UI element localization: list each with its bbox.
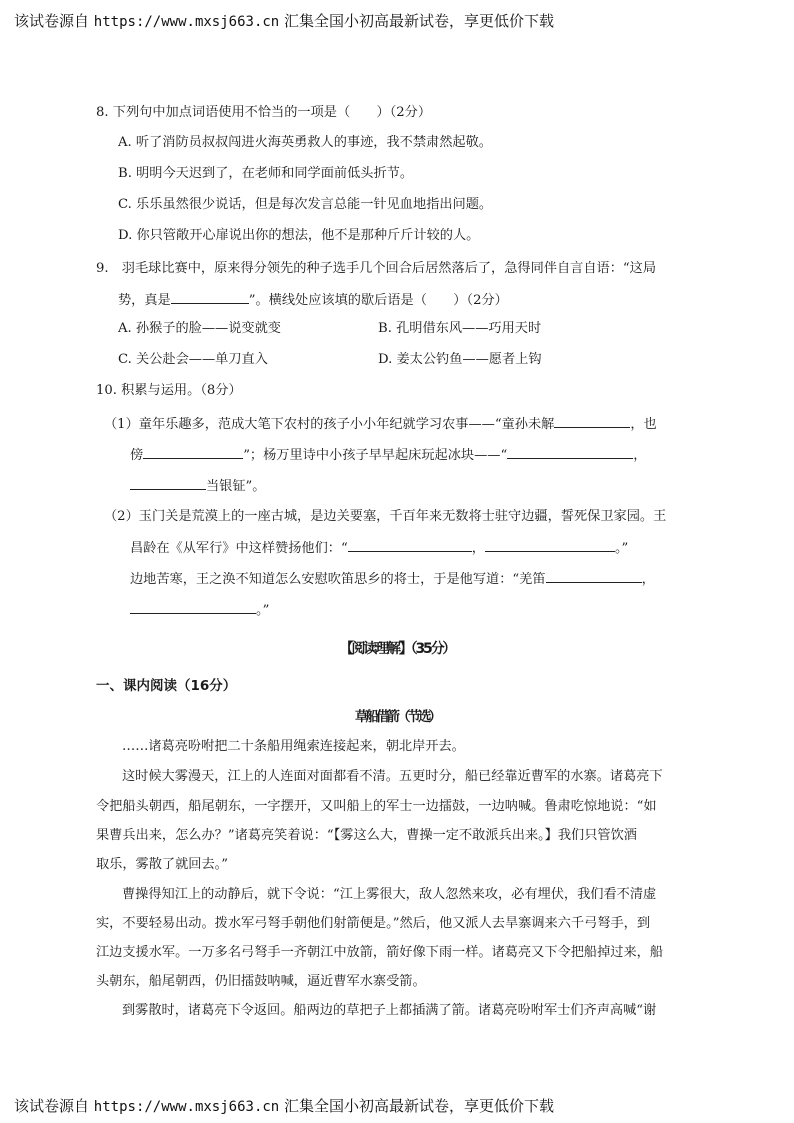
part-heading: 一、课内阅读（16分）	[96, 678, 237, 694]
passage-title: 草船借箭（节选）	[355, 709, 439, 725]
q10-blank-6[interactable]	[485, 538, 615, 552]
q10-part1-line1	[104, 414, 657, 434]
q9-stem-text-b: ”。横线处应该填的歇后语是（ ）（2分）	[248, 293, 508, 308]
passage-line-1: ……诸葛亮吩咐把二十条船用绳索连接起来，朝北岸开去。	[122, 739, 465, 754]
passage-line-10: 到雾散时，诸葛亮下令返回。船两边的草把子上都插满了箭。诸葛亮吩咐军士们齐声高喊“谢	[122, 1003, 657, 1018]
q9-option-a: A. 孙猴子的脸——说变就变	[118, 321, 281, 336]
q10-part1-text-d: ”；杨万里诗中小孩子早早起床玩起冰块——“	[243, 448, 508, 463]
q10-part2-text-c: 。”	[614, 541, 629, 556]
q10-part2-text-b: ，	[471, 541, 485, 556]
passage-line-9: 头朝东，船尾朝西，仍旧擂鼓呐喊，逼近曹军水寨受箭。	[96, 974, 426, 989]
q9-option-c: C. 关公赴会——单刀直入	[118, 352, 268, 367]
section-title: 【阅读理解】（35分）	[339, 641, 455, 657]
q10-part1-text-a: （1）童年乐趣多，范成大笔下农村的孩子小小年纪就学习农事——“童孙未解	[104, 417, 555, 432]
q10-part2-line4	[130, 600, 269, 620]
q10-part1-text-e: ，	[633, 448, 647, 463]
q10-blank-2[interactable]	[143, 445, 243, 459]
q10-part1-text-b: ，也	[630, 417, 657, 432]
passage-line-4: 果曹兵出来，怎么办？”诸葛亮笑着说：“【雾这么大，曹操一定不敢派兵出来。】我们只管饮酒	[96, 828, 637, 843]
passage-line-6: 曹操得知江上的动静后，就下令说：“江上雾很大，敌人忽然来攻，必有埋伏，我们看不清虚	[122, 887, 657, 902]
q10-blank-7[interactable]	[546, 569, 642, 583]
q9-option-b: B. 孔明借东风——巧用天时	[378, 321, 542, 336]
q10-blank-8[interactable]	[130, 600, 256, 614]
q9-stem-line2	[118, 290, 508, 310]
q8-option-a: A. 听了消防员叔叔闯进火海英勇救人的事迹，我不禁肃然起敬。	[118, 135, 492, 150]
q8-option-c: C. 乐乐虽然很少说话，但是每次发言总能一针见血地指出问题。	[118, 197, 493, 212]
header-suffix: 汇集全国小初高最新试卷，享更低价下载	[284, 12, 555, 30]
q10-blank-1[interactable]	[554, 414, 630, 428]
footer-url[interactable]: https://www.mxsj663.cn	[93, 1099, 280, 1115]
q8-option-d: D. 你只管敞开心扉说出你的想法，他不是那种斤斤计较的人。	[118, 228, 480, 243]
q10-part1-line3	[130, 476, 266, 496]
footer-suffix: 汇集全国小初高最新试卷，享更低价下载	[284, 1097, 555, 1115]
q10-part2-text-d: 边地苦寒，王之涣不知道怎么安慰吹笛思乡的将士，于是他写道：“羌笛	[130, 572, 546, 587]
page-header	[14, 10, 784, 31]
q9-option-d: D. 姜太公钓鱼——愿者上钩	[378, 352, 542, 367]
header-prefix: 该试卷源自	[14, 12, 90, 30]
passage-line-7: 实，不要轻易出动。拨水军弓弩手朝他们射箭便是。”然后，他又派人去旱寨调来六千弓弩手，到	[96, 916, 651, 931]
q10-part2-line1: （2）玉门关是荒漠上的一座古城，是边关要塞，千百年来无数将士驻守边疆，誓死保卫家园。王	[104, 509, 667, 524]
q10-stem: 10. 积累与运用。（8分）	[96, 383, 242, 398]
passage-line-2: 这时候大雾漫天，江上的人连面对面都看不清。五更时分，船已经靠近曹军的水寨。诸葛亮下	[122, 769, 663, 784]
q10-blank-4[interactable]	[130, 476, 206, 490]
q10-part2-line3	[130, 569, 655, 589]
passage-line-5: 取乐，雾散了就回去。”	[96, 857, 229, 872]
q10-part1-line2	[130, 445, 646, 465]
q9-answer-blank[interactable]	[171, 290, 249, 304]
footer-prefix: 该试卷源自	[14, 1097, 90, 1115]
q9-stem-line1: 9. 羽毛球比赛中，原来得分领先的种子选手几个回合后居然落后了，急得同伴自言自语：“这局	[96, 261, 657, 276]
q8-option-b: B. 明明今天迟到了，在老师和同学面前低头折节。	[118, 166, 414, 181]
q10-part1-text-c: 傍	[130, 448, 144, 463]
passage-line-3: 令把船头朝西，船尾朝东，一字摆开，又叫船上的军士一边擂鼓，一边呐喊。鲁肃吃惊地说：“如	[96, 799, 657, 814]
q10-blank-3[interactable]	[507, 445, 633, 459]
page-footer	[14, 1095, 784, 1116]
q10-part2-text-a: 昌龄在《从军行》中这样赞扬他们：“	[130, 541, 348, 556]
q10-part1-text-f: 当银钲”。	[206, 479, 266, 494]
q9-stem-text-a: 势，真是	[118, 293, 171, 308]
q10-blank-5[interactable]	[348, 538, 472, 552]
header-url[interactable]: https://www.mxsj663.cn	[93, 14, 280, 30]
passage-line-8: 江边支援水军。一万多名弓弩手一齐朝江中放箭，箭好像下雨一样。诸葛亮又下令把船掉过来，船	[96, 945, 664, 960]
q10-part2-text-f: 。”	[256, 603, 270, 618]
q10-part2-line2	[130, 538, 628, 558]
q10-part2-text-e: ，	[641, 572, 655, 587]
q8-stem: 8. 下列句中加点词语使用不恰当的一项是（ ）（2分）	[96, 105, 432, 120]
